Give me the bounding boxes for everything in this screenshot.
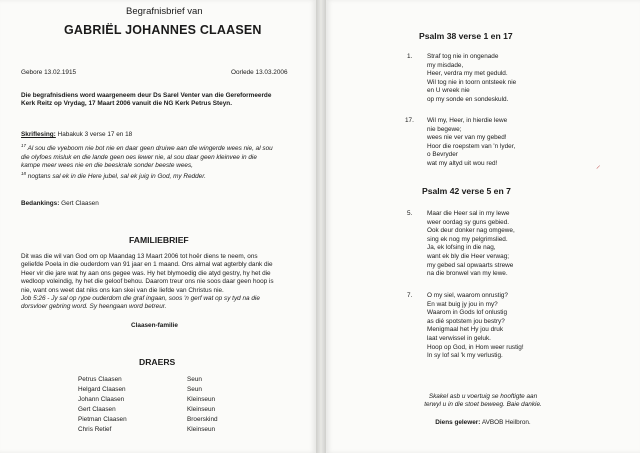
verse-line: as dié spotstem jou bestry? [427, 317, 505, 325]
right-page [326, 0, 640, 453]
birth-date: Gebore 13.02.1915 [21, 69, 77, 76]
scripture-text [21, 142, 273, 182]
undertaker [326, 419, 640, 427]
family-line: nie, want ons weet dat niks ons kan skei van die liefde van Christus nie. [21, 286, 224, 294]
left-page [0, 0, 316, 453]
job-line: dorsvloer gebring word. Sy heengaan word betreur. [21, 303, 167, 311]
verse-line: laat verwissel in geluk. [427, 334, 491, 342]
undertaker-label: Diens gelewer: [435, 419, 481, 426]
family-line: wedloop voleindig, hy het die geloof behou. Daarom treur ons nie soos daar geen hoop is [21, 278, 274, 286]
closing-line: terwyl u in die stoet beweeg. Baie dankie. [424, 401, 542, 409]
verse-line: In sy lof sal 'k my verlustig. [427, 352, 503, 360]
bearers-title: DRAERS [139, 357, 176, 367]
verse-line: na die bronwel van my lewe. [427, 270, 508, 278]
verse-line: O my siel, waarom onrustig? [427, 292, 508, 299]
verse-line: sing ek nog my pelgrimslied. [427, 235, 508, 243]
verse-line: Maar die Heer sal in my lewe [427, 210, 510, 217]
verse-line: wat my altyd uit wou red! [427, 159, 498, 167]
scripture-reading [21, 131, 132, 139]
verse-line: Wil my, Heer, in hierdie lewe [427, 117, 508, 124]
psalm-42-verse-5 [427, 210, 515, 279]
pen-mark: ⸝ [596, 160, 601, 170]
bearer-relation: Seun [187, 376, 202, 383]
family-line: Heer vir die jare wat hy aan ons gegee was. Hy het blymoedig die atyd gestry, hy het die [21, 269, 271, 277]
bearer-name: Pietman Claasen [78, 416, 127, 423]
verse-line: Hoop op God, in Hom weer rustig! [427, 343, 524, 351]
death-date: Oorlede 13.03.2006 [231, 69, 288, 76]
verse-line: want ek bly die Heer verwag; [427, 252, 510, 260]
psalm-38-title: Psalm 38 verse 1 en 17 [419, 31, 513, 41]
closing-note [326, 393, 640, 410]
verse-line: Menigmaal het Hy jou druk [427, 326, 504, 334]
verse-line: Waarom in Gods lof onlustig [427, 309, 508, 317]
service-line: Die begrafnisdiens word waargeneem deur Ds Sarel Venter van die Gereformeerde [21, 92, 272, 99]
family-signature: Claasen-familie [131, 322, 178, 329]
verse-line: kampe meer wees nie en die beeskrale sonder beeste wees, [21, 161, 193, 169]
undertaker-value: AVBOB Heilbron. [481, 419, 531, 426]
bearer-relation: Broerskind [187, 416, 218, 423]
psalm-42-verse-7 [427, 292, 524, 361]
service-details [21, 92, 271, 109]
verse-line: nogtans sal ek in die Here jubel, sal ek juig in God, my Redder. [27, 173, 206, 181]
verse-line: nie begewe; [427, 125, 462, 133]
pretitle: Begrafnisbrief van [126, 6, 203, 17]
verse-line: Straf tog nie in ongenade [427, 53, 499, 60]
reading-reference: Habakuk 3 verse 17 en 18 [57, 131, 133, 138]
verse-line: Wil tog nie in toorn ontsteek nie [427, 78, 517, 86]
verse-line: Heer, verdra my met geduld. [427, 70, 508, 78]
bearer-name: Helgard Claasen [78, 386, 126, 393]
verse-number: 1. [407, 53, 413, 60]
verse-number: 7. [407, 292, 413, 299]
thanks [21, 200, 99, 208]
bearer-relation: Kleinseun [187, 406, 216, 413]
verse-line: my gebed sal opwaarts strewe [427, 261, 514, 269]
family-letter-title: FAMILIEBRIEF [129, 235, 189, 245]
verse-number: 17. [405, 117, 414, 124]
verse-line: my misdade, [427, 61, 464, 69]
bearer-name: Johann Claasen [78, 396, 125, 403]
bearer-relation: Kleinseun [187, 396, 216, 403]
bearer-name: Petrus Claasen [78, 376, 122, 383]
family-line: Dit was die wil van God om op Maandag 13 Maart 2006 tot hoër diens te neem, ons [21, 253, 258, 260]
verse-number: 18 [21, 171, 27, 177]
verse-number: 17 [21, 143, 27, 148]
family-letter [21, 253, 274, 312]
verse-line: weer oordag sy guns gebied. [427, 218, 510, 226]
thanks-label: Bedankings: [21, 200, 60, 207]
bearer-relation: Seun [187, 386, 202, 393]
bearer-relation: Kleinseun [187, 426, 216, 433]
verse-line: wees nie ver van my gebed! [427, 134, 507, 142]
verse-line: o Bevryder [427, 151, 458, 159]
service-line: Kerk Reitz op Vrydag, 17 Maart 2006 vanuit die NG Kerk Petrus Steyn. [21, 100, 232, 108]
reading-label: Skriflesing: [21, 131, 56, 138]
verse-line: die olyfoes misluk en die lande geen oes lewer nie, al sou daar geen kleinvee in die [21, 153, 257, 161]
psalm-42-title: Psalm 42 verse 5 en 7 [422, 186, 511, 196]
verse-line: Hoor die roepstem van 'n lyder, [427, 142, 516, 150]
thanks-value: Gert Claasen [61, 200, 99, 207]
deceased-name: GABRIËL JOHANNES CLAASEN [64, 23, 262, 37]
verse-line: op my sonde en sondeskuld. [427, 95, 509, 103]
bearer-name: Chris Retief [78, 426, 112, 433]
job-line: Job 5:26 - Jy sal op rype ouderdom die graf ingaan, soos 'n gerf wat op sy tyd na die [21, 295, 260, 303]
verse-number: 5. [407, 210, 413, 217]
verse-line: Ook deur donker nag omgewe, [427, 227, 515, 235]
closing-line: Skakel asb u voertuig se hooftigte aan [428, 393, 538, 400]
family-line: geliefde Poela in die ouderdom van 91 jaar en 1 maand. Ons almal wat agterbly dank die [21, 261, 273, 269]
verse-line: En wat buig jy jou in my? [427, 300, 498, 308]
page-fold [316, 0, 326, 453]
verse-line: en U wreek nie [427, 87, 470, 95]
bearer-name: Gert Claasen [78, 406, 116, 413]
psalm-38-verse-17 [427, 117, 515, 169]
verse-line: Al sou die vyeboom nie bot nie en daar geen druiwe aan die wingerde wees nie, al sou [27, 145, 273, 153]
psalm-38-verse-1 [427, 53, 516, 105]
verse-line: Ja, ek lofsing in die nag, [427, 244, 496, 252]
